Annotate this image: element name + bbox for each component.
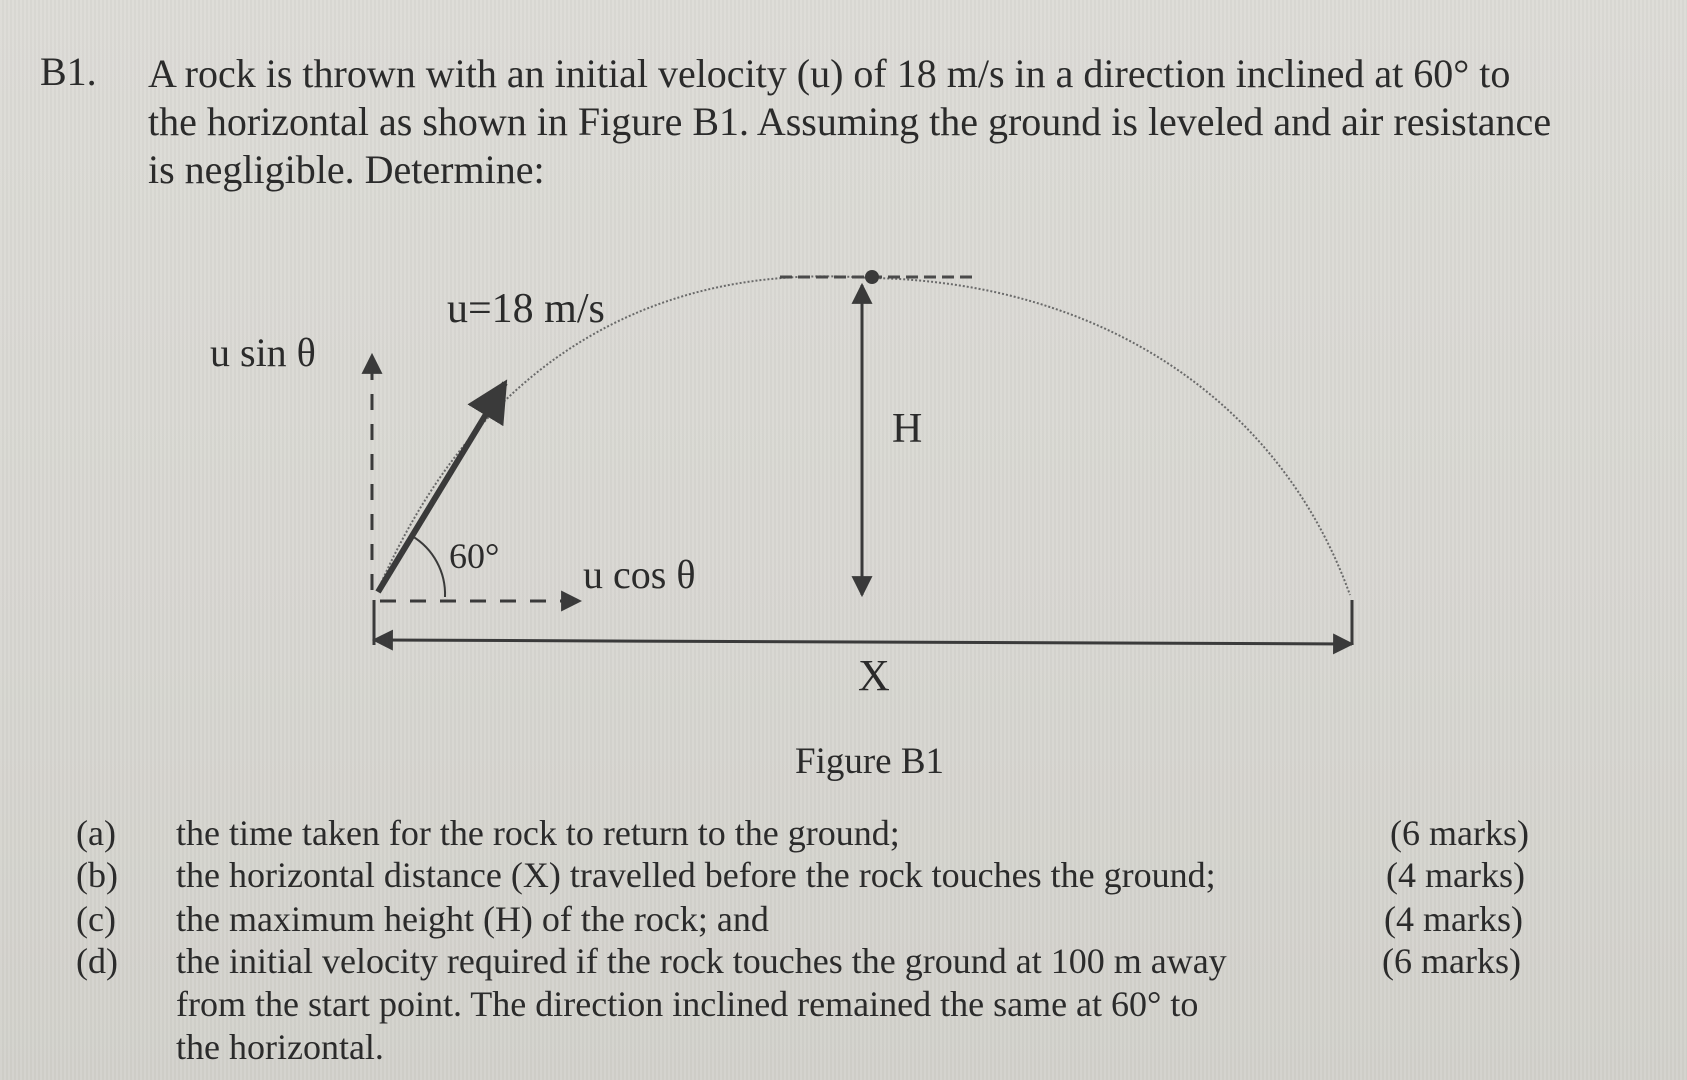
part-line: the initial velocity required if the rock touches the ground at 100 m away (176, 941, 1227, 981)
part-line: from the start point. The direction inclined remained the same at 60° to (176, 984, 1199, 1024)
part-text (176, 898, 769, 941)
part-label: (a) (76, 813, 116, 853)
horizontal-component-label: u cos θ (583, 552, 696, 597)
part-text (176, 854, 1216, 897)
vertical-component-label: u sin θ (210, 330, 316, 375)
angle-arc (412, 536, 445, 597)
part-marks: (6 marks) (1390, 813, 1529, 853)
part-marks: (6 marks) (1382, 941, 1521, 981)
part-marks: (4 marks) (1384, 899, 1523, 939)
question-line: A rock is thrown with an initial velocity (u) of 18 m/s in a direction inclined at 60° to (148, 51, 1511, 96)
part-label: (d) (76, 941, 118, 981)
part-label: (c) (76, 899, 116, 939)
part-marks: (4 marks) (1386, 855, 1525, 895)
range-arrow (374, 640, 1352, 644)
question-line: is negligible. Determine: (148, 147, 545, 192)
part-line: the horizontal distance (X) travelled before the rock touches the ground; (176, 855, 1216, 895)
part-line: the time taken for the rock to return to the ground; (176, 813, 900, 853)
angle-label: 60° (449, 536, 500, 576)
part-text (176, 812, 900, 855)
question-line: the horizontal as shown in Figure B1. Assuming the ground is leveled and air resistance (148, 99, 1552, 144)
velocity-label: u=18 m/s (447, 286, 605, 332)
question-number: B1. (40, 49, 97, 94)
apex-point (865, 270, 879, 284)
height-label: H (892, 406, 923, 452)
part-line: the horizontal. (176, 1027, 384, 1067)
range-label: X (858, 651, 890, 700)
part-text (176, 940, 1227, 1069)
part-label: (b) (76, 855, 118, 895)
figure-caption: Figure B1 (795, 741, 945, 782)
part-line: the maximum height (H) of the rock; and (176, 899, 769, 939)
